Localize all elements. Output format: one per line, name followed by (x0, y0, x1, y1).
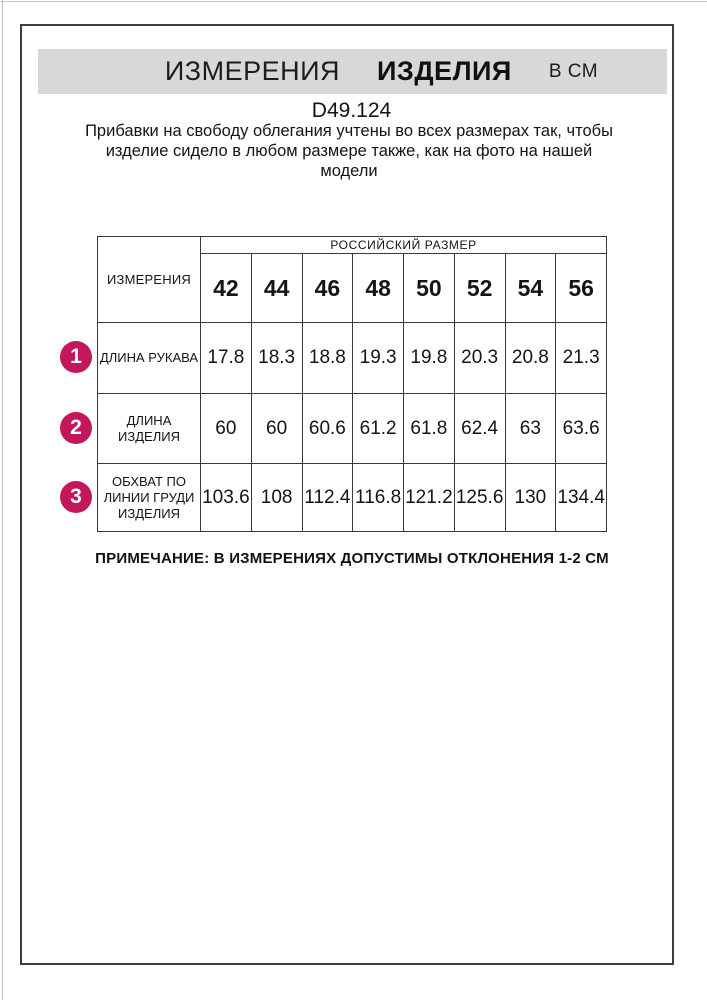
measurements-table (97, 236, 607, 532)
value-cell: 17.8 (201, 323, 252, 394)
value-cell: 62.4 (454, 394, 505, 464)
value-cell: 19.3 (353, 323, 404, 394)
row-number-badge-3: 3 (60, 481, 92, 513)
value-cell: 112.4 (302, 464, 353, 532)
value-cell: 60 (201, 394, 252, 464)
fit-description-line: модели (320, 162, 378, 180)
row-label-cell (98, 464, 201, 532)
size-header-cell: 54 (505, 254, 556, 323)
measure-column-header: ИЗМЕРЕНИЯ (98, 237, 201, 323)
title-bar (38, 49, 667, 94)
title-measurements-label: ИЗМЕРЕНИЯ (164, 56, 340, 86)
value-cell: 20.8 (505, 323, 556, 394)
value-cell: 63 (505, 394, 556, 464)
page-edge-line-top (0, 1, 707, 2)
row-label-line: ИЗДЕЛИЯ (118, 428, 180, 444)
table-row-chest-girth (98, 464, 607, 532)
size-header-cell: 44 (251, 254, 302, 323)
row-label-line: ДЛИНА (126, 412, 172, 428)
value-cell: 134.4 (556, 464, 607, 532)
value-cell: 18.3 (251, 323, 302, 394)
size-header-cell: 48 (353, 254, 404, 323)
row-label-cell (98, 323, 201, 394)
size-header-cell: 56 (556, 254, 607, 323)
table-row-product-length (98, 394, 607, 464)
row-label-line: ИЗДЕЛИЯ (118, 505, 180, 521)
title-unit-label: В СМ (548, 60, 599, 82)
row-label-line: ДЛИНА РУКАВА (99, 350, 199, 365)
fit-description-line: изделие сидело в любом размере также, как на фото на нашей (105, 142, 593, 160)
size-header-cell: 46 (302, 254, 353, 323)
page-edge-line-left (2, 0, 3, 1000)
fit-description-line: Прибавки на свободу облегания учтены во всех размерах так, чтобы (85, 122, 613, 140)
size-group-header: РОССИЙСКИЙ РАЗМЕР (201, 237, 607, 254)
value-cell: 20.3 (454, 323, 505, 394)
row-label-line: ЛИНИИ ГРУДИ (103, 489, 195, 505)
row-number-badge-1: 1 (60, 341, 92, 373)
size-table-container (97, 236, 607, 532)
value-cell: 130 (505, 464, 556, 532)
model-code: D49.124 (311, 99, 392, 122)
value-cell: 18.8 (302, 323, 353, 394)
row-label-line: ОБХВАТ ПО (112, 473, 186, 489)
row-number-badge-2: 2 (60, 412, 92, 444)
value-cell: 21.3 (556, 323, 607, 394)
value-cell: 61.2 (353, 394, 404, 464)
value-cell: 116.8 (353, 464, 404, 532)
table-row-sleeve-length (98, 323, 607, 394)
row-label-cell (98, 394, 201, 464)
value-cell: 19.8 (404, 323, 455, 394)
value-cell: 60.6 (302, 394, 353, 464)
value-cell: 103.6 (201, 464, 252, 532)
value-cell: 61.8 (404, 394, 455, 464)
value-cell: 125.6 (454, 464, 505, 532)
value-cell: 121.2 (404, 464, 455, 532)
value-cell: 108 (251, 464, 302, 532)
page-border-frame (20, 24, 674, 965)
tolerance-note: ПРИМЕЧАНИЕ: В ИЗМЕРЕНИЯХ ДОПУСТИМЫ ОТКЛОНЕНИЯ 1-2 СМ (95, 550, 609, 567)
size-header-cell: 42 (201, 254, 252, 323)
value-cell: 63.6 (556, 394, 607, 464)
size-header-cell: 50 (404, 254, 455, 323)
value-cell: 60 (251, 394, 302, 464)
title-product-label: ИЗДЕЛИЯ (377, 56, 512, 86)
fit-description (69, 121, 629, 181)
size-header-cell: 52 (454, 254, 505, 323)
